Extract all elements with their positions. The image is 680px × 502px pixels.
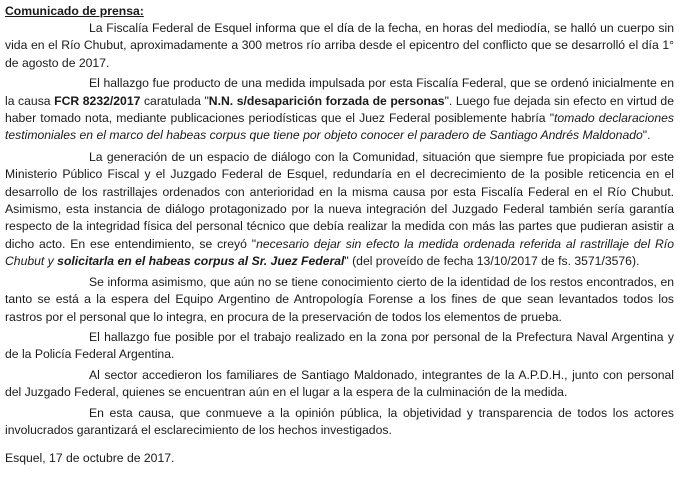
text: ". Luego fue dejada sin efecto en virtud de haber tomado nota, mediante publicaciones periodísticas que el Juez Federal posiblemente habría " bbox=[5, 93, 674, 126]
paragraph-identity: Se informa asimismo, que aún no se tiene conocimiento cierto de la identidad de los restos encontrados, en tanto se está a la espera del Equipo Argentino de Antropología Forense a los fines de que sean levantados todos los rastros por el personal que lo integra, en procura de la preservación de todos los elementos de prueba. bbox=[5, 274, 674, 324]
quote-bold: solicitarla en el habeas corpus al Sr. Juez Federal bbox=[57, 254, 345, 269]
quote: necesario dejar sin efecto la medida ordenada referida al rastrillaje del Río Chubut y bbox=[5, 236, 674, 269]
text: La generación de un espacio de diálogo con la Comunidad, situación que siempre fue propiciada por este Ministerio Público Fiscal y el Juzgado Federal de Esquel, redundaría en el decrecimiento de la posible reticencia en el desarrollo de los rastrillajes ordenados con anterioridad en la misma causa por esta Fiscalía Federal en el Río Chubut. Asimismo, esta instancia de diálogo protagonizado por la nueva integración del Juzgado Federal también sería garantía respecto de la integridad física del personal técnico que debía realizar la medida con más las partes que pudieran asistir a dicho acto. En ese entendimiento, se creyó " bbox=[5, 149, 674, 251]
text: " (del proveído de fecha 13/10/2017 de fs. 3571/3576). bbox=[344, 254, 640, 269]
signoff-date: Esquel, 17 de octubre de 2017. bbox=[5, 451, 175, 466]
paragraph-origin bbox=[5, 75, 674, 145]
paragraph-access: Al sector accedieron los familiares de Santiago Maldonado, integrantes de la A.P.D.H., junto con personal del Juzgado Federal, quienes se encuentran aún en el lugar a la espera de la culminación de la medida. bbox=[5, 367, 674, 400]
document-heading: Comunicado de prensa: bbox=[5, 4, 144, 18]
case-number: FCR 8232/2017 bbox=[54, 93, 141, 108]
paragraph-closing: En esta causa, que conmueve a la opinión pública, la objetividad y transparencia de todos los actores involucrados garantizará el esclarecimiento de los hechos investigados. bbox=[5, 405, 674, 437]
paragraph-dialogue bbox=[5, 149, 674, 271]
text: caratulada " bbox=[140, 93, 209, 108]
paragraph-finding: La Fiscalía Federal de Esquel informa que el día de la fecha, en horas del mediodía, se halló un cuerpo sin vida en el Río Chubut, aproximadamente a 300 metros río arriba desde el epicentro del conflicto que se desarrolló el día 1° de agosto de 2017. bbox=[5, 21, 674, 70]
text: ". bbox=[642, 128, 651, 143]
quote: tomado declaraciones testimoniales en el marco del habeas corpus que tiene por objeto conocer el paradero de Santiago Andrés Maldonado bbox=[5, 111, 674, 143]
case-title: N.N. s/desaparición forzada de personas bbox=[208, 93, 445, 108]
paragraph-forces: El hallazgo fue posible por el trabajo realizado en la zona por personal de la Prefectura Naval Argentina y de la Policía Federal Argentina. bbox=[5, 329, 674, 362]
text: El hallazgo fue producto de una medida impulsada por esta Fiscalía Federal, que se ordenó inicialmente en la causa bbox=[5, 76, 674, 108]
